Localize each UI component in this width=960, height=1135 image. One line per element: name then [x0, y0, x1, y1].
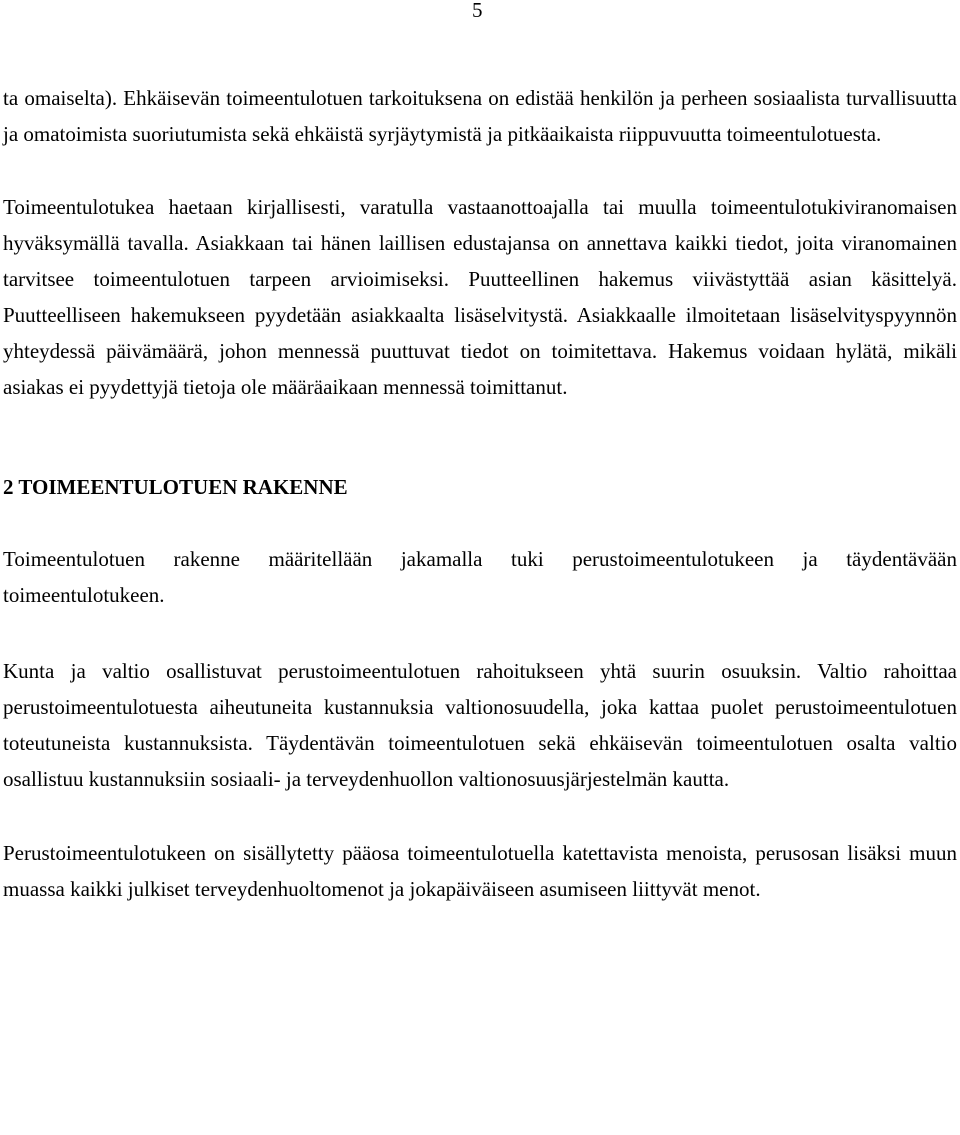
paragraph-application-process: Toimeentulotukea haetaan kirjallisesti, varatulla vastaanottoajalla tai muulla toimeentulotukiviranomaisen hyväksymällä tavalla. Asiakkaan tai hänen laillisen edustajansa on annettava kaikki tiedot, joita viranomainen tarvitsee toimeentulotuen tarpeen arvioimiseksi. Puutteellinen hakemus viivästyttää asian käsittelyä. Puutteelliseen hakemukseen pyydetään asiakkaalta lisäselvitystä. Asiakkaalle ilmoitetaan lisäselvityspyynnön yhteydessä päivämäärä, johon mennessä puuttuvat tiedot on toimitettava. Hakemus voidaan hylätä, mikäli asiakas ei pyydettyjä tietoja ole määräaikaan mennessä toimittanut. [3, 195, 957, 399]
paragraph-prevention-purpose: ta omaiselta). Ehkäisevän toimeentulotuen tarkoituksena on edistää henkilön ja perheen sosiaalista turvallisuutta ja omatoimista suoriutumista sekä ehkäistä syrjäytymistä ja pitkäaikaista riippuvuutta toimeentulotuesta. [3, 86, 957, 146]
document-body [3, 80, 957, 907]
paragraph-structure: Toimeentulotuen rakenne määritellään jakamalla tuki perustoimeentulotukeen ja täydentävään toimeentulotukeen. [3, 547, 957, 607]
section-heading: 2 TOIMEENTULOTUEN RAKENNE [3, 475, 348, 499]
paragraph-basic-support: Perustoimeentulotukeen on sisällytetty pääosa toimeentulotuella katettavista menoista, perusosan lisäksi muun muassa kaikki julkiset terveydenhuoltomenot ja jokapäiväiseen asumiseen liittyvät menot. [3, 841, 957, 901]
paragraph-funding: Kunta ja valtio osallistuvat perustoimeentulotuen rahoitukseen yhtä suurin osuuksin. Valtio rahoittaa perustoimeentulotuesta aiheutuneita kustannuksia valtionosuudella, joka kattaa puolet perustoimeentulotuen toteutuneista kustannuksista. Täydentävän toimeentulotuen sekä ehkäisevän toimeentulotuen osalta valtio osallistuu kustannuksiin sosiaali- ja terveydenhuollon valtionosuusjärjestelmän kautta. [3, 659, 957, 791]
page-number: 5 [472, 0, 483, 22]
